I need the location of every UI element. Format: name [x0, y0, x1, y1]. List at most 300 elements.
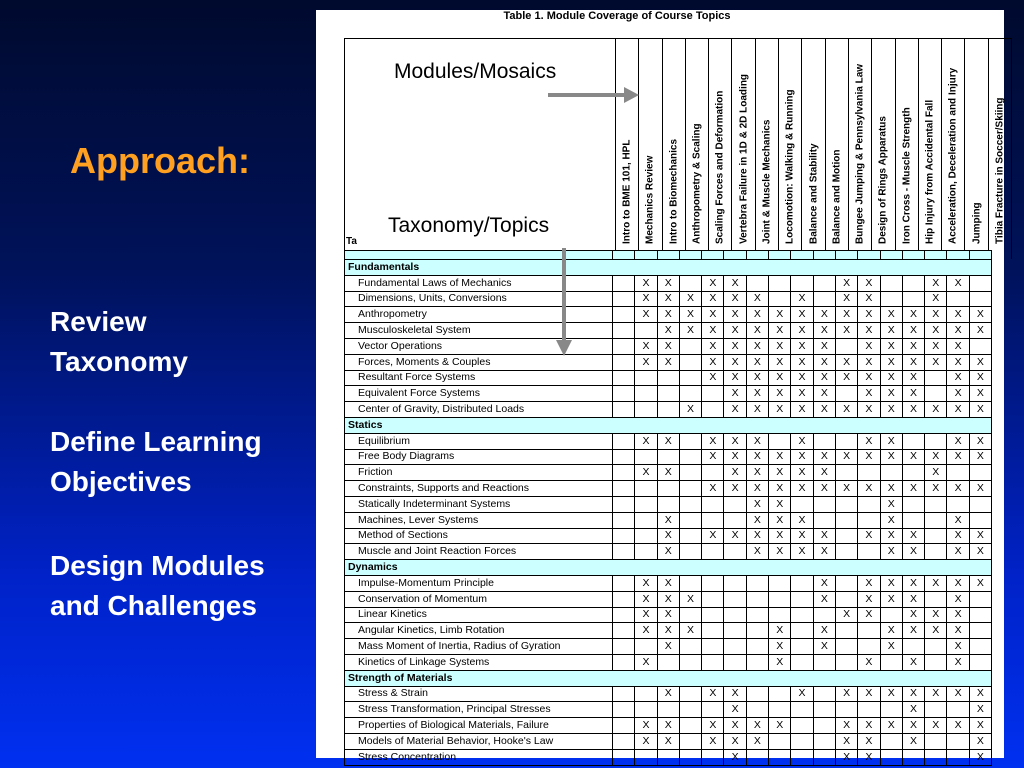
coverage-cell [613, 575, 635, 591]
coverage-cell: X [902, 544, 924, 560]
topic-row [345, 702, 992, 718]
coverage-cell: X [969, 386, 991, 402]
coverage-cell: X [947, 607, 969, 623]
header-blank-cell [613, 251, 635, 260]
coverage-cell [925, 386, 947, 402]
header-blank-cell [813, 251, 835, 260]
coverage-cell [635, 496, 657, 512]
coverage-cell: X [724, 291, 746, 307]
coverage-cell [679, 433, 701, 449]
module-column-header [686, 39, 709, 259]
topic-name: Impulse-Momentum Principle [345, 575, 613, 591]
coverage-cell: X [947, 544, 969, 560]
coverage-cell: X [858, 323, 880, 339]
coverage-cell [679, 686, 701, 702]
coverage-cell: X [925, 686, 947, 702]
coverage-cell: X [635, 654, 657, 670]
coverage-cell [835, 639, 857, 655]
coverage-cell: X [969, 544, 991, 560]
coverage-cell: X [969, 402, 991, 418]
header-blank-cell [724, 251, 746, 260]
coverage-cell [724, 591, 746, 607]
coverage-cell [679, 544, 701, 560]
coverage-cell: X [746, 307, 768, 323]
coverage-cell: X [858, 718, 880, 734]
topic-name: Constraints, Supports and Reactions [345, 481, 613, 497]
coverage-cell [613, 591, 635, 607]
topic-name: Mass Moment of Inertia, Radius of Gyration [345, 639, 613, 655]
coverage-cell: X [947, 639, 969, 655]
coverage-cell: X [858, 575, 880, 591]
coverage-cell: X [813, 386, 835, 402]
coverage-cell [880, 702, 902, 718]
coverage-cell [969, 275, 991, 291]
coverage-cell [613, 749, 635, 765]
coverage-cell: X [635, 607, 657, 623]
coverage-cell: X [902, 607, 924, 623]
coverage-cell [702, 654, 724, 670]
coverage-cell [969, 654, 991, 670]
coverage-cell [613, 654, 635, 670]
topic-name: Anthropometry [345, 307, 613, 323]
coverage-cell [746, 639, 768, 655]
coverage-cell [679, 718, 701, 734]
coverage-cell: X [858, 449, 880, 465]
topic-row [345, 338, 992, 354]
coverage-cell [613, 702, 635, 718]
coverage-cell [835, 702, 857, 718]
coverage-cell [858, 639, 880, 655]
coverage-cell [813, 654, 835, 670]
module-column-label: Design of Rings Apparatus [877, 116, 889, 244]
coverage-cell: X [813, 528, 835, 544]
coverage-cell: X [969, 370, 991, 386]
bullet-review-taxonomy [50, 302, 188, 382]
coverage-cell: X [769, 323, 791, 339]
table-title-text: Table 1. Module Coverage of Course Topics [503, 10, 731, 22]
coverage-cell: X [835, 449, 857, 465]
coverage-cell: X [858, 607, 880, 623]
module-column-label: Intro to BME 101, HPL [621, 139, 633, 244]
coverage-cell: X [635, 623, 657, 639]
coverage-cell: X [724, 386, 746, 402]
coverage-cell [925, 528, 947, 544]
topic-name: Machines, Lever Systems [345, 512, 613, 528]
coverage-cell: X [635, 338, 657, 354]
coverage-cell [635, 702, 657, 718]
module-column-label: Acceleration, Deceleration and Injury [947, 67, 959, 244]
coverage-cell: X [702, 354, 724, 370]
header-blank-cell [925, 251, 947, 260]
coverage-cell: X [657, 291, 679, 307]
topic-name: Kinetics of Linkage Systems [345, 654, 613, 670]
coverage-cell: X [724, 686, 746, 702]
coverage-cell: X [635, 291, 657, 307]
coverage-cell: X [858, 402, 880, 418]
coverage-cell: X [947, 512, 969, 528]
coverage-cell: X [813, 402, 835, 418]
coverage-cell [813, 702, 835, 718]
coverage-cell: X [724, 323, 746, 339]
coverage-cell: X [969, 354, 991, 370]
coverage-cell: X [746, 496, 768, 512]
coverage-cell: X [657, 639, 679, 655]
coverage-cell [613, 449, 635, 465]
topic-row [345, 528, 992, 544]
coverage-cell: X [947, 528, 969, 544]
coverage-cell [657, 402, 679, 418]
coverage-cell [679, 749, 701, 765]
coverage-cell: X [702, 433, 724, 449]
topic-name: Resultant Force Systems [345, 370, 613, 386]
coverage-cell [746, 654, 768, 670]
coverage-cell: X [702, 733, 724, 749]
coverage-cell: X [835, 686, 857, 702]
coverage-cell [679, 465, 701, 481]
topic-name: Linear Kinetics [345, 607, 613, 623]
topic-name: Models of Material Behavior, Hooke's Law [345, 733, 613, 749]
coverage-cell [902, 639, 924, 655]
coverage-cell: X [835, 718, 857, 734]
coverage-cell: X [769, 544, 791, 560]
coverage-cell: X [769, 512, 791, 528]
section-row [345, 560, 992, 576]
coverage-cell: X [769, 402, 791, 418]
header-blank-cell [679, 251, 701, 260]
coverage-cell: X [925, 449, 947, 465]
coverage-cell [613, 733, 635, 749]
coverage-cell [969, 623, 991, 639]
coverage-cell [635, 402, 657, 418]
topic-name: Stress Transformation, Principal Stresses [345, 702, 613, 718]
coverage-cell: X [679, 591, 701, 607]
coverage-cell: X [769, 528, 791, 544]
coverage-cell [858, 496, 880, 512]
coverage-cell [791, 275, 813, 291]
table-title [316, 10, 1004, 22]
coverage-cell [657, 702, 679, 718]
topic-row [345, 275, 992, 291]
coverage-cell [635, 512, 657, 528]
coverage-cell: X [902, 575, 924, 591]
coverage-cell: X [791, 386, 813, 402]
topic-name: Dimensions, Units, Conversions [345, 291, 613, 307]
coverage-cell [702, 749, 724, 765]
module-column-label: Vertebra Failure in 1D & 2D Loading [738, 73, 750, 244]
topic-row [345, 323, 992, 339]
coverage-cell [925, 654, 947, 670]
coverage-cell: X [813, 639, 835, 655]
coverage-cell: X [746, 402, 768, 418]
coverage-cell [813, 275, 835, 291]
module-column-header [779, 39, 802, 259]
coverage-cell [902, 433, 924, 449]
coverage-cell: X [902, 702, 924, 718]
coverage-cell: X [880, 354, 902, 370]
section-row [345, 260, 992, 276]
coverage-cell: X [858, 275, 880, 291]
coverage-cell [613, 291, 635, 307]
coverage-cell [791, 623, 813, 639]
topic-row [345, 591, 992, 607]
module-column-label: Locomotion: Walking & Running [784, 89, 796, 244]
coverage-cell: X [679, 323, 701, 339]
coverage-cell: X [969, 749, 991, 765]
coverage-cell [791, 575, 813, 591]
topic-name: Friction [345, 465, 613, 481]
coverage-cell [791, 718, 813, 734]
coverage-cell [947, 496, 969, 512]
coverage-cell: X [858, 291, 880, 307]
coverage-cell: X [902, 338, 924, 354]
coverage-cell: X [769, 307, 791, 323]
coverage-cell [679, 639, 701, 655]
topic-row [345, 481, 992, 497]
coverage-cell: X [635, 307, 657, 323]
coverage-cell [702, 575, 724, 591]
coverage-cell: X [813, 323, 835, 339]
coverage-cell [835, 512, 857, 528]
topic-row [345, 607, 992, 623]
coverage-cell: X [902, 481, 924, 497]
coverage-cell [835, 338, 857, 354]
coverage-cell [902, 291, 924, 307]
coverage-cell: X [947, 433, 969, 449]
coverage-cell: X [702, 307, 724, 323]
coverage-cell: X [969, 718, 991, 734]
module-column-label: Joint & Muscle Mechanics [761, 119, 773, 244]
module-column-header [849, 39, 872, 259]
coverage-cell [791, 591, 813, 607]
coverage-cell: X [724, 528, 746, 544]
coverage-cell [702, 607, 724, 623]
slide-title: Approach: [70, 140, 250, 181]
coverage-cell [746, 575, 768, 591]
coverage-cell: X [813, 481, 835, 497]
coverage-cell: X [947, 575, 969, 591]
coverage-cell: X [657, 512, 679, 528]
coverage-cell [702, 465, 724, 481]
coverage-cell [746, 275, 768, 291]
coverage-cell: X [791, 528, 813, 544]
coverage-cell [835, 591, 857, 607]
coverage-cell: X [635, 733, 657, 749]
coverage-cell: X [925, 291, 947, 307]
topic-name: Method of Sections [345, 528, 613, 544]
coverage-cell [702, 702, 724, 718]
coverage-cell: X [880, 307, 902, 323]
coverage-cell [635, 481, 657, 497]
coverage-cell: X [657, 433, 679, 449]
coverage-cell [679, 512, 701, 528]
topic-row [345, 718, 992, 734]
coverage-cell: X [813, 354, 835, 370]
header-blank-cell [657, 251, 679, 260]
section-row [345, 417, 992, 433]
coverage-cell [835, 623, 857, 639]
coverage-cell [880, 654, 902, 670]
coverage-cell: X [635, 591, 657, 607]
topic-row [345, 496, 992, 512]
coverage-cell: X [724, 307, 746, 323]
header-blank-cell [858, 251, 880, 260]
coverage-cell: X [858, 370, 880, 386]
coverage-cell: X [858, 354, 880, 370]
coverage-cell [791, 607, 813, 623]
coverage-cell [813, 607, 835, 623]
coverage-cell [835, 528, 857, 544]
coverage-cell [925, 433, 947, 449]
coverage-cell [613, 402, 635, 418]
coverage-cell: X [969, 702, 991, 718]
coverage-cell [635, 544, 657, 560]
module-column-label: Bungee Jumping & Pennsylvania Law [854, 63, 866, 244]
coverage-cell: X [902, 623, 924, 639]
section-label: Statics [345, 417, 992, 433]
coverage-cell [613, 354, 635, 370]
header-blank-cell [791, 251, 813, 260]
coverage-cell [613, 275, 635, 291]
section-label: Strength of Materials [345, 670, 992, 686]
coverage-cell: X [813, 575, 835, 591]
coverage-cell [835, 654, 857, 670]
module-column-header [663, 39, 686, 259]
coverage-cell [925, 512, 947, 528]
coverage-cell: X [746, 528, 768, 544]
taxonomy-arrow-icon [552, 246, 576, 358]
coverage-cell: X [724, 481, 746, 497]
module-column-label: Scaling Forces and Deformation [714, 90, 726, 244]
coverage-cell: X [746, 449, 768, 465]
coverage-cell [858, 544, 880, 560]
coverage-cell: X [858, 686, 880, 702]
coverage-cell: X [702, 449, 724, 465]
coverage-cell [925, 496, 947, 512]
coverage-cell [613, 386, 635, 402]
coverage-cell [657, 749, 679, 765]
coverage-cell: X [969, 481, 991, 497]
coverage-cell: X [880, 544, 902, 560]
bullet-line: Taxonomy [50, 346, 188, 377]
module-column-headers [615, 38, 1012, 259]
coverage-cell: X [925, 575, 947, 591]
coverage-cell [613, 433, 635, 449]
coverage-cell [925, 370, 947, 386]
coverage-cell [769, 607, 791, 623]
coverage-cell: X [835, 402, 857, 418]
coverage-cell [813, 433, 835, 449]
coverage-cell: X [969, 575, 991, 591]
coverage-cell [613, 686, 635, 702]
coverage-cell [925, 639, 947, 655]
coverage-cell [746, 702, 768, 718]
coverage-cell: X [635, 465, 657, 481]
coverage-cell: X [679, 291, 701, 307]
coverage-cell: X [902, 402, 924, 418]
coverage-cell: X [969, 733, 991, 749]
coverage-cell [880, 749, 902, 765]
topic-row [345, 354, 992, 370]
coverage-cell: X [880, 386, 902, 402]
coverage-cell [679, 607, 701, 623]
coverage-cell [657, 496, 679, 512]
coverage-cell: X [880, 591, 902, 607]
coverage-cell: X [947, 370, 969, 386]
coverage-cell [791, 702, 813, 718]
coverage-cell: X [769, 718, 791, 734]
coverage-cell: X [813, 591, 835, 607]
module-column-header [826, 39, 849, 259]
coverage-cell [858, 623, 880, 639]
coverage-cell [613, 496, 635, 512]
coverage-cell [635, 370, 657, 386]
coverage-cell [724, 575, 746, 591]
coverage-cell [635, 528, 657, 544]
module-column-header [639, 39, 662, 259]
coverage-cell: X [902, 449, 924, 465]
coverage-cell [769, 291, 791, 307]
coverage-cell: X [858, 481, 880, 497]
coverage-cell: X [835, 370, 857, 386]
header-blank-cell [635, 251, 657, 260]
coverage-cell: X [635, 575, 657, 591]
coverage-cell: X [769, 354, 791, 370]
header-blank-cell [835, 251, 857, 260]
coverage-cell: X [969, 307, 991, 323]
coverage-cell: X [724, 449, 746, 465]
coverage-cell [702, 402, 724, 418]
coverage-cell: X [769, 370, 791, 386]
coverage-cell [613, 718, 635, 734]
coverage-cell [724, 512, 746, 528]
coverage-cell [902, 465, 924, 481]
module-column-header [989, 39, 1012, 259]
coverage-cell: X [902, 591, 924, 607]
coverage-cell [769, 591, 791, 607]
coverage-cell [769, 733, 791, 749]
coverage-cell: X [769, 481, 791, 497]
coverage-cell [902, 496, 924, 512]
coverage-cell: X [835, 291, 857, 307]
coverage-cell: X [791, 323, 813, 339]
coverage-cell: X [791, 449, 813, 465]
coverage-cell: X [947, 386, 969, 402]
bullet-line: Objectives [50, 466, 192, 497]
coverage-cell: X [880, 370, 902, 386]
coverage-cell: X [702, 686, 724, 702]
coverage-cell [835, 465, 857, 481]
coverage-cell: X [724, 733, 746, 749]
coverage-cell: X [813, 338, 835, 354]
module-column-label: Jumping [971, 202, 983, 244]
coverage-cell: X [724, 275, 746, 291]
coverage-cell: X [835, 307, 857, 323]
section-label: Dynamics [345, 560, 992, 576]
coverage-cell: X [657, 607, 679, 623]
coverage-cell: X [858, 307, 880, 323]
coverage-cell: X [925, 307, 947, 323]
coverage-cell [613, 370, 635, 386]
coverage-cell [635, 449, 657, 465]
coverage-cell: X [902, 354, 924, 370]
coverage-cell: X [679, 402, 701, 418]
coverage-cell: X [769, 639, 791, 655]
coverage-cell: X [947, 449, 969, 465]
coverage-cell [791, 639, 813, 655]
coverage-cell [769, 749, 791, 765]
coverage-cell [679, 449, 701, 465]
coverage-cell [679, 575, 701, 591]
